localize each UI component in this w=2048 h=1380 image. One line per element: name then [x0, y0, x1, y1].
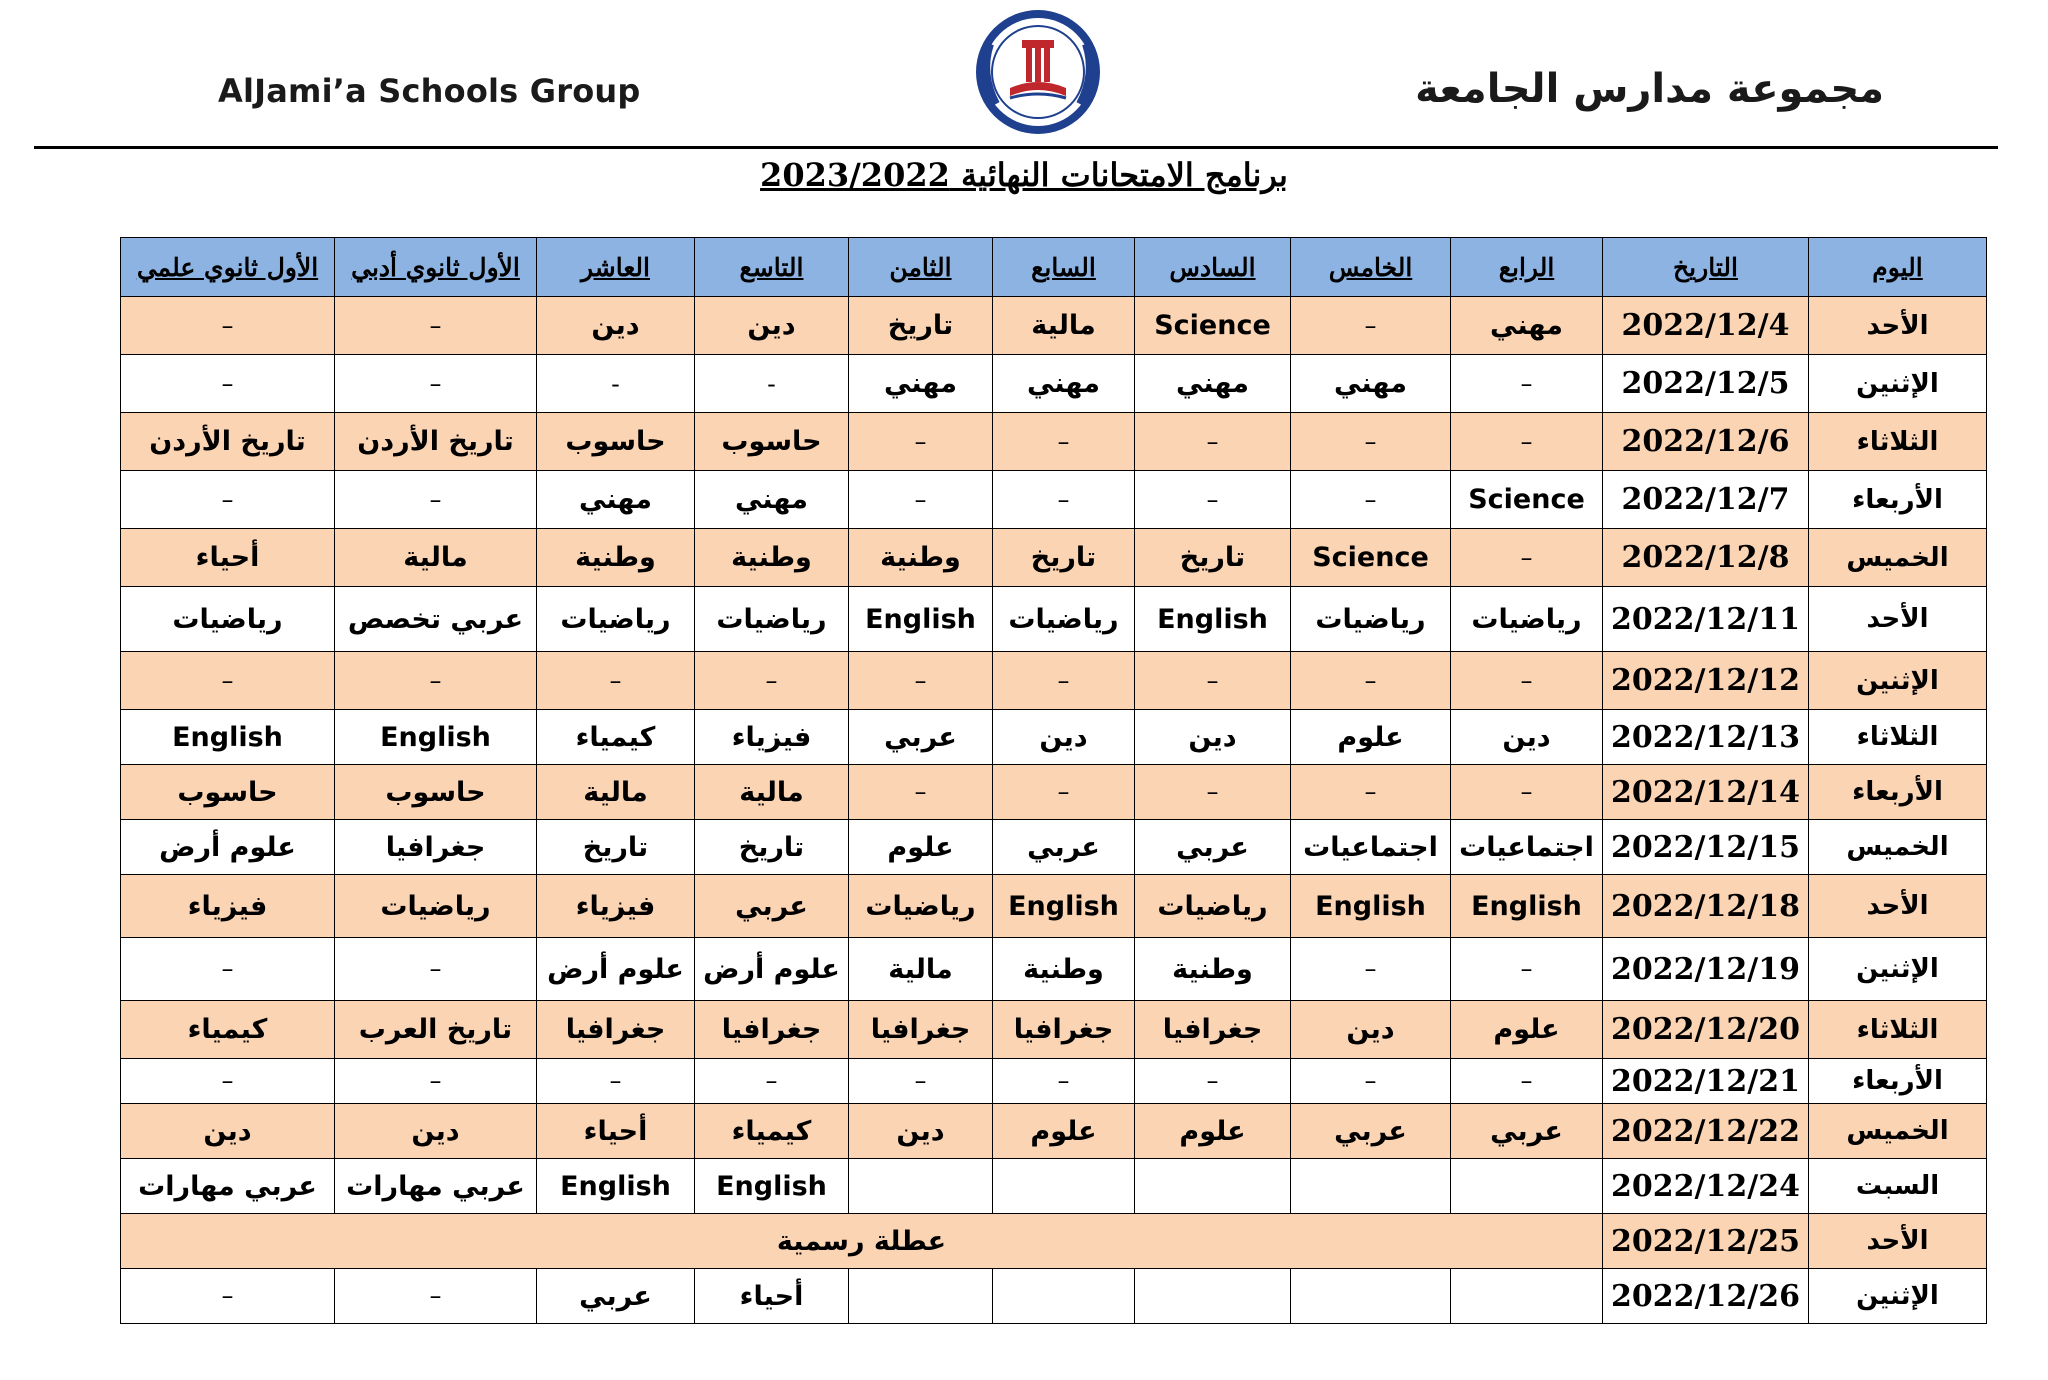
subject-cell: –: [1451, 938, 1603, 1001]
subject-cell: English: [121, 710, 335, 765]
table-row: [121, 1269, 1987, 1324]
subject-cell: Science: [1135, 297, 1291, 355]
table-row: [121, 355, 1987, 413]
subject-cell: علوم: [1451, 1001, 1603, 1059]
subject-cell: –: [1135, 1059, 1291, 1104]
subject-cell: –: [1451, 652, 1603, 710]
date-cell: 2022/12/21: [1603, 1059, 1809, 1104]
subject-cell: –: [1451, 355, 1603, 413]
subject-cell: –: [1291, 297, 1451, 355]
subject-cell: مهني: [1451, 297, 1603, 355]
table-row: [121, 938, 1987, 1001]
subject-cell: تاريخ الأردن: [121, 413, 335, 471]
subject-cell: علوم أرض: [695, 938, 849, 1001]
subject-cell: جغرافيا: [695, 1001, 849, 1059]
subject-cell: –: [695, 1059, 849, 1104]
table-row: [121, 765, 1987, 820]
subject-cell: [849, 1269, 993, 1324]
subject-cell: علوم أرض: [121, 820, 335, 875]
column-header: الأول ثانوي علمي: [121, 238, 335, 297]
day-cell: الثلاثاء: [1809, 1001, 1987, 1059]
subject-cell: تاريخ: [537, 820, 695, 875]
subject-cell: –: [849, 765, 993, 820]
subject-cell: –: [993, 765, 1135, 820]
date-cell: 2022/12/22: [1603, 1104, 1809, 1159]
subject-cell: دين: [1451, 710, 1603, 765]
subject-cell: –: [1291, 413, 1451, 471]
table-row: [121, 1001, 1987, 1059]
date-cell: 2022/12/15: [1603, 820, 1809, 875]
subject-cell: –: [1135, 471, 1291, 529]
date-cell: 2022/12/18: [1603, 875, 1809, 938]
subject-cell: –: [1451, 529, 1603, 587]
column-header: الرابع: [1451, 238, 1603, 297]
subject-cell: [1451, 1269, 1603, 1324]
date-cell: 2022/12/24: [1603, 1159, 1809, 1214]
date-cell: 2022/12/7: [1603, 471, 1809, 529]
subject-cell: علوم: [1291, 710, 1451, 765]
subject-cell: –: [335, 297, 537, 355]
subject-cell: مالية: [993, 297, 1135, 355]
subject-cell: –: [695, 652, 849, 710]
date-cell: 2022/12/25: [1603, 1214, 1809, 1269]
subject-cell: –: [849, 1059, 993, 1104]
subject-cell: English: [849, 587, 993, 652]
date-cell: 2022/12/13: [1603, 710, 1809, 765]
subject-cell: –: [121, 938, 335, 1001]
column-header: الخامس: [1291, 238, 1451, 297]
table-row: [121, 710, 1987, 765]
subject-cell: عربي: [1135, 820, 1291, 875]
subject-cell: مالية: [537, 765, 695, 820]
subject-cell: مهني: [1135, 355, 1291, 413]
date-cell: 2022/12/14: [1603, 765, 1809, 820]
day-cell: الأربعاء: [1809, 1059, 1987, 1104]
subject-cell: حاسوب: [335, 765, 537, 820]
column-header: التاريخ: [1603, 238, 1809, 297]
day-cell: الأحد: [1809, 1214, 1987, 1269]
subject-cell: وطنية: [993, 938, 1135, 1001]
subject-cell: عربي: [993, 820, 1135, 875]
subject-cell: دين: [849, 1104, 993, 1159]
table-row: [121, 1159, 1987, 1214]
subject-cell: –: [1291, 471, 1451, 529]
subject-cell: [1291, 1269, 1451, 1324]
school-name-english: AlJami’a Schools Group: [218, 72, 641, 110]
subject-cell: جغرافيا: [335, 820, 537, 875]
subject-cell: –: [335, 355, 537, 413]
subject-cell: عربي مهارات: [121, 1159, 335, 1214]
subject-cell: علوم: [849, 820, 993, 875]
subject-cell: [993, 1159, 1135, 1214]
subject-cell: جغرافيا: [849, 1001, 993, 1059]
subject-cell: –: [537, 652, 695, 710]
subject-cell: علوم: [993, 1104, 1135, 1159]
date-cell: 2022/12/19: [1603, 938, 1809, 1001]
subject-cell: فيزياء: [695, 710, 849, 765]
day-cell: الخميس: [1809, 529, 1987, 587]
column-header: الثامن: [849, 238, 993, 297]
subject-cell: مالية: [849, 938, 993, 1001]
subject-cell: –: [1291, 652, 1451, 710]
subject-cell: فيزياء: [121, 875, 335, 938]
day-cell: السبت: [1809, 1159, 1987, 1214]
subject-cell: عربي تخصص: [335, 587, 537, 652]
subject-cell: دين: [335, 1104, 537, 1159]
subject-cell: مهني: [993, 355, 1135, 413]
subject-cell: تاريخ: [993, 529, 1135, 587]
subject-cell: –: [849, 413, 993, 471]
subject-cell: مهني: [849, 355, 993, 413]
table-row: [121, 652, 1987, 710]
subject-cell: عربي: [537, 1269, 695, 1324]
subject-cell: رياضيات: [993, 587, 1135, 652]
subject-cell: تاريخ: [849, 297, 993, 355]
subject-cell: –: [121, 1269, 335, 1324]
subject-cell: English: [1135, 587, 1291, 652]
subject-cell: –: [993, 413, 1135, 471]
subject-cell: دين: [695, 297, 849, 355]
subject-cell: وطنية: [537, 529, 695, 587]
subject-cell: Science: [1291, 529, 1451, 587]
subject-cell: [1291, 1159, 1451, 1214]
subject-cell: –: [1135, 652, 1291, 710]
day-cell: الخميس: [1809, 820, 1987, 875]
subject-cell: رياضيات: [1135, 875, 1291, 938]
subject-cell: –: [335, 1059, 537, 1104]
subject-cell: [849, 1159, 993, 1214]
table-row: [121, 471, 1987, 529]
subject-cell: مهني: [537, 471, 695, 529]
table-row: [121, 1059, 1987, 1104]
subject-cell: أحياء: [121, 529, 335, 587]
subject-cell: –: [537, 1059, 695, 1104]
table-row: [121, 529, 1987, 587]
subject-cell: [1451, 1159, 1603, 1214]
subject-cell: –: [993, 1059, 1135, 1104]
subject-cell: تاريخ الأردن: [335, 413, 537, 471]
subject-cell: English: [1451, 875, 1603, 938]
table-row: [121, 875, 1987, 938]
subject-cell: –: [849, 652, 993, 710]
subject-cell: أحياء: [695, 1269, 849, 1324]
subject-cell: English: [1291, 875, 1451, 938]
date-cell: 2022/12/5: [1603, 355, 1809, 413]
subject-cell: –: [993, 471, 1135, 529]
subject-cell: رياضيات: [695, 587, 849, 652]
subject-cell: –: [993, 652, 1135, 710]
page-title: برنامج الامتحانات النهائية 2023/2022: [760, 156, 1288, 194]
column-header: السادس: [1135, 238, 1291, 297]
date-cell: 2022/12/8: [1603, 529, 1809, 587]
school-crest-logo: [970, 4, 1106, 140]
subject-cell: –: [121, 652, 335, 710]
table-header-row: [121, 238, 1987, 297]
subject-cell: عربي: [695, 875, 849, 938]
subject-cell: –: [121, 471, 335, 529]
day-cell: الخميس: [1809, 1104, 1987, 1159]
subject-cell: رياضيات: [335, 875, 537, 938]
subject-cell: –: [335, 938, 537, 1001]
subject-cell: حاسوب: [121, 765, 335, 820]
subject-cell: –: [335, 1269, 537, 1324]
subject-cell: كيمياء: [537, 710, 695, 765]
subject-cell: دين: [537, 297, 695, 355]
table-row: [121, 297, 1987, 355]
subject-cell: –: [121, 355, 335, 413]
subject-cell: –: [1451, 1059, 1603, 1104]
holiday-cell: عطلة رسمية: [121, 1214, 1603, 1269]
subject-cell: [1135, 1159, 1291, 1214]
table-row: [121, 1214, 1987, 1269]
subject-cell: وطنية: [849, 529, 993, 587]
subject-cell: –: [1291, 765, 1451, 820]
subject-cell: تاريخ العرب: [335, 1001, 537, 1059]
subject-cell: علوم: [1135, 1104, 1291, 1159]
date-cell: 2022/12/20: [1603, 1001, 1809, 1059]
subject-cell: وطنية: [695, 529, 849, 587]
subject-cell: جغرافيا: [537, 1001, 695, 1059]
column-header: التاسع: [695, 238, 849, 297]
subject-cell: English: [695, 1159, 849, 1214]
day-cell: الأحد: [1809, 875, 1987, 938]
column-header: اليوم: [1809, 238, 1987, 297]
subject-cell: –: [1135, 765, 1291, 820]
subject-cell: –: [121, 297, 335, 355]
table-row: [121, 1104, 1987, 1159]
date-cell: 2022/12/11: [1603, 587, 1809, 652]
day-cell: الأربعاء: [1809, 765, 1987, 820]
subject-cell: –: [1291, 1059, 1451, 1104]
subject-cell: Science: [1451, 471, 1603, 529]
subject-cell: عربي: [849, 710, 993, 765]
subject-cell: جغرافيا: [993, 1001, 1135, 1059]
subject-cell: رياضيات: [1291, 587, 1451, 652]
subject-cell: [993, 1269, 1135, 1324]
subject-cell: دين: [1135, 710, 1291, 765]
subject-cell: –: [335, 652, 537, 710]
subject-cell: English: [993, 875, 1135, 938]
subject-cell: رياضيات: [121, 587, 335, 652]
subject-cell: رياضيات: [1451, 587, 1603, 652]
table-row: [121, 587, 1987, 652]
subject-cell: [1135, 1269, 1291, 1324]
subject-cell: تاريخ: [1135, 529, 1291, 587]
subject-cell: كيمياء: [121, 1001, 335, 1059]
day-cell: الإثنين: [1809, 652, 1987, 710]
subject-cell: عربي: [1291, 1104, 1451, 1159]
subject-cell: –: [335, 471, 537, 529]
day-cell: الإثنين: [1809, 355, 1987, 413]
subject-cell: دين: [993, 710, 1135, 765]
school-name-arabic: مجموعة مدارس الجامعة: [1415, 66, 1884, 112]
subject-cell: دين: [1291, 1001, 1451, 1059]
subject-cell: اجتماعيات: [1291, 820, 1451, 875]
subject-cell: مالية: [335, 529, 537, 587]
column-header: العاشر: [537, 238, 695, 297]
day-cell: الإثنين: [1809, 938, 1987, 1001]
column-header: السابع: [993, 238, 1135, 297]
day-cell: الأحد: [1809, 297, 1987, 355]
subject-cell: –: [1135, 413, 1291, 471]
subject-cell: -: [537, 355, 695, 413]
subject-cell: مالية: [695, 765, 849, 820]
header-divider: [34, 146, 1998, 149]
date-cell: 2022/12/12: [1603, 652, 1809, 710]
subject-cell: رياضيات: [849, 875, 993, 938]
subject-cell: English: [537, 1159, 695, 1214]
subject-cell: مهني: [1291, 355, 1451, 413]
subject-cell: –: [1451, 413, 1603, 471]
subject-cell: –: [1451, 765, 1603, 820]
date-cell: 2022/12/6: [1603, 413, 1809, 471]
subject-cell: أحياء: [537, 1104, 695, 1159]
subject-cell: –: [849, 471, 993, 529]
subject-cell: عربي مهارات: [335, 1159, 537, 1214]
day-cell: الأربعاء: [1809, 471, 1987, 529]
subject-cell: حاسوب: [695, 413, 849, 471]
day-cell: الأحد: [1809, 587, 1987, 652]
subject-cell: تاريخ: [695, 820, 849, 875]
subject-cell: رياضيات: [537, 587, 695, 652]
subject-cell: حاسوب: [537, 413, 695, 471]
date-cell: 2022/12/4: [1603, 297, 1809, 355]
day-cell: الثلاثاء: [1809, 710, 1987, 765]
exam-schedule-table: [120, 237, 1987, 1324]
subject-cell: English: [335, 710, 537, 765]
subject-cell: -: [695, 355, 849, 413]
day-cell: الإثنين: [1809, 1269, 1987, 1324]
day-cell: الثلاثاء: [1809, 413, 1987, 471]
subject-cell: جغرافيا: [1135, 1001, 1291, 1059]
subject-cell: دين: [121, 1104, 335, 1159]
subject-cell: عربي: [1451, 1104, 1603, 1159]
subject-cell: كيمياء: [695, 1104, 849, 1159]
subject-cell: –: [1291, 938, 1451, 1001]
subject-cell: –: [121, 1059, 335, 1104]
subject-cell: علوم أرض: [537, 938, 695, 1001]
subject-cell: اجتماعيات: [1451, 820, 1603, 875]
subject-cell: وطنية: [1135, 938, 1291, 1001]
table-row: [121, 820, 1987, 875]
table-row: [121, 413, 1987, 471]
subject-cell: مهني: [695, 471, 849, 529]
subject-cell: فيزياء: [537, 875, 695, 938]
column-header: الأول ثانوي أدبي: [335, 238, 537, 297]
date-cell: 2022/12/26: [1603, 1269, 1809, 1324]
